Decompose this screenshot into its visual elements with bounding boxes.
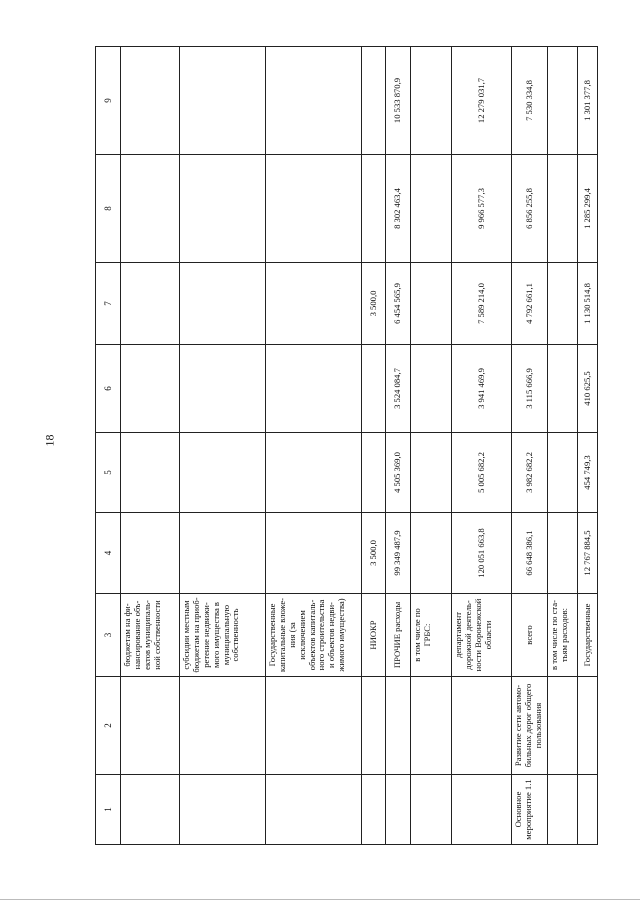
cell-value: 3 115 666,9 — [512, 345, 548, 433]
cell-value: 12 279 031,7 — [452, 47, 512, 155]
cell-name — [180, 677, 266, 775]
cell-value — [411, 263, 452, 345]
col-header-4: 4 — [96, 513, 121, 594]
cell-name — [386, 677, 411, 775]
cell-value: 3 982 682,2 — [512, 433, 548, 513]
cell-value — [121, 513, 180, 594]
cell-value — [266, 345, 362, 433]
col-header-9: 9 — [96, 47, 121, 155]
cell-value: 6 856 255,8 — [512, 155, 548, 263]
cell-source: субсидии местным бюджетам на приоб-ретение недвижи-мого имущества в муниципальную собственность — [180, 594, 266, 677]
cell-value — [180, 47, 266, 155]
cell-value: 12 767 884,5 — [578, 513, 598, 594]
cell-program — [386, 775, 411, 845]
col-header-8: 8 — [96, 155, 121, 263]
cell-value — [362, 433, 386, 513]
cell-value — [548, 513, 578, 594]
page-number: 18 — [42, 434, 57, 447]
cell-value: 410 625,5 — [578, 345, 598, 433]
table-row — [362, 47, 386, 845]
cell-value — [266, 433, 362, 513]
cell-value: 3 524 084,7 — [386, 345, 411, 433]
rotated-table-container — [95, 47, 592, 845]
cell-value: 4 505 369,0 — [386, 433, 411, 513]
cell-name — [266, 677, 362, 775]
cell-value: 1 301 377,8 — [578, 47, 598, 155]
cell-value: 3 500,0 — [362, 513, 386, 594]
cell-value: 7 530 334,8 — [512, 47, 548, 155]
cell-value — [121, 47, 180, 155]
cell-value — [121, 263, 180, 345]
cell-program — [180, 775, 266, 845]
table-row — [386, 47, 411, 845]
cell-source: бюджетам на фи-нансирование объ-ектов муниципаль-ной собственности — [121, 594, 180, 677]
cell-value: 5 005 682,2 — [452, 433, 512, 513]
cell-program — [578, 775, 598, 845]
cell-value: 4 792 661,1 — [512, 263, 548, 345]
cell-value — [548, 433, 578, 513]
cell-value — [180, 345, 266, 433]
col-header-7: 7 — [96, 263, 121, 345]
cell-value: 8 302 463,4 — [386, 155, 411, 263]
cell-source: НИОКР — [362, 594, 386, 677]
cell-value — [411, 345, 452, 433]
cell-value: 6 454 565,9 — [386, 263, 411, 345]
cell-value — [548, 345, 578, 433]
col-header-2: 2 — [96, 677, 121, 775]
cell-value — [411, 433, 452, 513]
cell-name — [548, 677, 578, 775]
cell-name: Развитие сети автомо-бильных дорог общего пользования — [512, 677, 548, 775]
page-bottom-rule — [0, 899, 640, 900]
cell-value — [180, 155, 266, 263]
cell-value: 1 130 514,8 — [578, 263, 598, 345]
budget-table — [95, 46, 598, 845]
cell-value — [548, 47, 578, 155]
cell-source: департамент дорожной деятель-ности Воронежской области — [452, 594, 512, 677]
cell-source: в том числе по ста-тьям расходов: — [548, 594, 578, 677]
cell-source: в том числе по ГРБС: — [411, 594, 452, 677]
cell-source: всего — [512, 594, 548, 677]
cell-value — [362, 155, 386, 263]
cell-value — [121, 345, 180, 433]
cell-value — [121, 433, 180, 513]
table-row — [512, 47, 548, 845]
cell-value — [266, 47, 362, 155]
cell-value: 10 533 870,9 — [386, 47, 411, 155]
table-row — [452, 47, 512, 845]
cell-name — [452, 677, 512, 775]
cell-value: 1 285 299,4 — [578, 155, 598, 263]
cell-value — [266, 263, 362, 345]
cell-value — [180, 263, 266, 345]
col-header-6: 6 — [96, 345, 121, 433]
table-row — [578, 47, 598, 845]
cell-name — [362, 677, 386, 775]
rotated-table — [95, 47, 592, 845]
cell-value: 7 589 214,0 — [452, 263, 512, 345]
cell-source: Государственные — [578, 594, 598, 677]
cell-value: 99 349 487,9 — [386, 513, 411, 594]
cell-name — [411, 677, 452, 775]
cell-value: 454 749,3 — [578, 433, 598, 513]
cell-value — [362, 47, 386, 155]
cell-value — [548, 155, 578, 263]
cell-program — [266, 775, 362, 845]
cell-value — [411, 513, 452, 594]
table-row — [121, 47, 180, 845]
col-header-1: 1 — [96, 775, 121, 845]
cell-value — [411, 47, 452, 155]
cell-value — [362, 345, 386, 433]
col-header-3: 3 — [96, 594, 121, 677]
cell-program — [411, 775, 452, 845]
cell-value — [180, 513, 266, 594]
cell-source: Государственные капитальные вложе-ния (за исключением объектов капиталь-ного строительства и объектов недви-жимого имущества) — [266, 594, 362, 677]
table-row — [266, 47, 362, 845]
col-header-5: 5 — [96, 433, 121, 513]
header-row — [96, 47, 121, 845]
table-row — [548, 47, 578, 845]
cell-value: 120 051 663,8 — [452, 513, 512, 594]
cell-name — [121, 677, 180, 775]
cell-value: 66 648 386,1 — [512, 513, 548, 594]
cell-value — [548, 263, 578, 345]
cell-value: 3 941 469,9 — [452, 345, 512, 433]
cell-value — [121, 155, 180, 263]
cell-program — [121, 775, 180, 845]
cell-source: ПРОЧИЕ расходы — [386, 594, 411, 677]
cell-value: 3 500,0 — [362, 263, 386, 345]
cell-program — [452, 775, 512, 845]
table-row — [411, 47, 452, 845]
cell-name — [578, 677, 598, 775]
cell-value: 9 966 577,3 — [452, 155, 512, 263]
cell-program — [548, 775, 578, 845]
cell-program — [362, 775, 386, 845]
table-row — [180, 47, 266, 845]
cell-value — [266, 513, 362, 594]
cell-program: Основное мероприятие 1.1 — [512, 775, 548, 845]
cell-value — [411, 155, 452, 263]
cell-value — [266, 155, 362, 263]
cell-value — [180, 433, 266, 513]
